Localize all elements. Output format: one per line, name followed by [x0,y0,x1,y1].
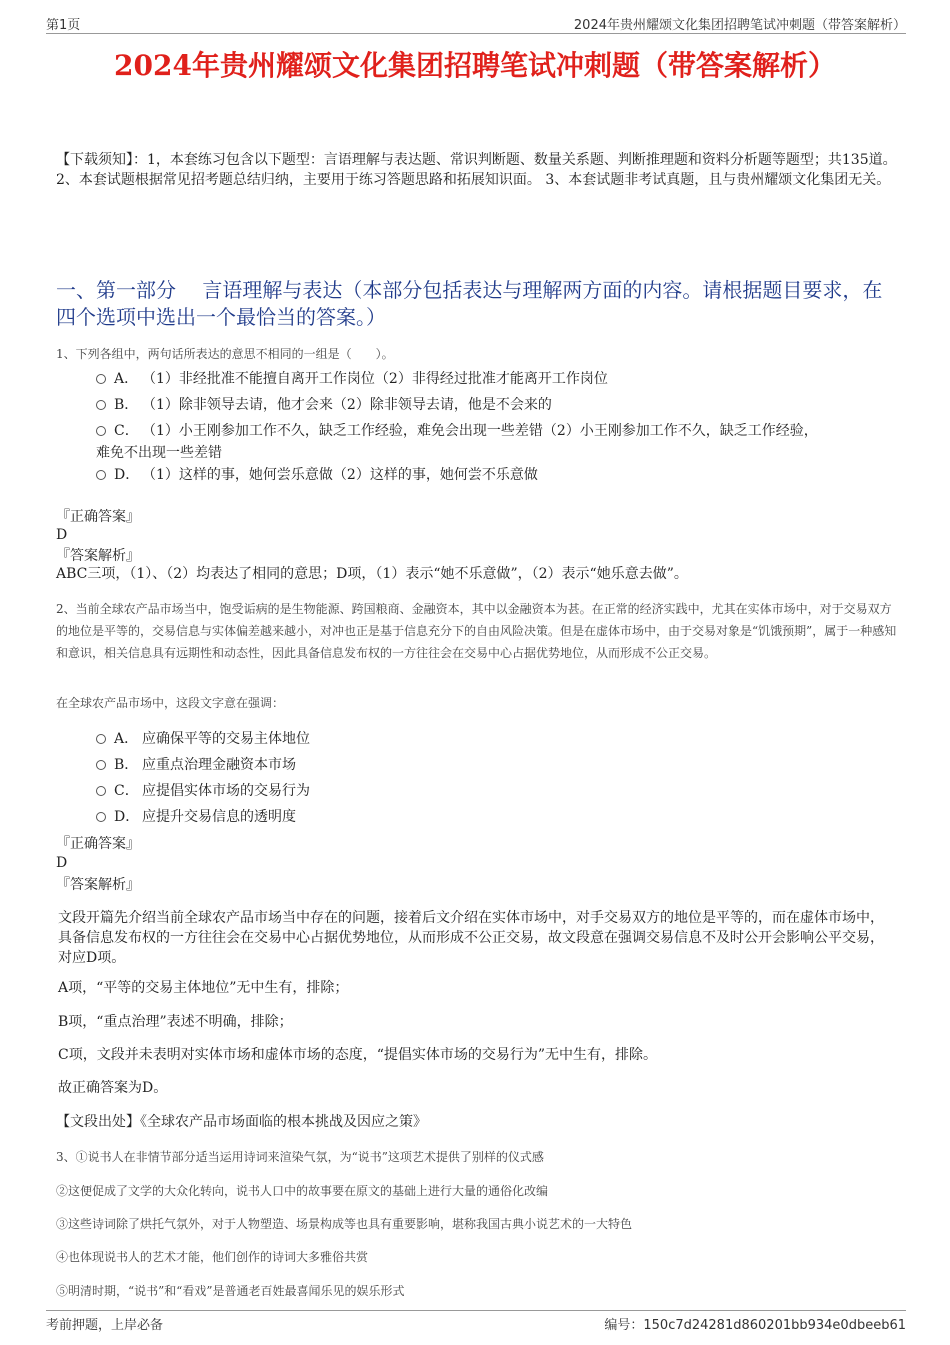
q2-analysis-label: 『答案解析』 [56,877,140,893]
download-notice: 【下载须知】：1，本套练习包含以下题型：言语理解与表达题、常识判断题、数量关系题、判断推理题和资料分析题等题型；共135道。 2、本套试题根据常见招考题总结归纳，主要用于练习答题思路和拓展知识面。 3、本套试题非考试真题，且与贵州耀颂文化集团无关。 [56,152,897,188]
radio-icon[interactable] [96,470,106,480]
option-text: （1）这样的事，她何尝乐意做（2）这样的事，她何尝不乐意做 [142,467,538,483]
footer-code [604,1314,906,1333]
q3-sentence-3: ③这些诗词除了烘托气氛外，对于人物塑造、场景构成等也具有重要影响，堪称我国古典小说艺术的一大特色 [56,1217,633,1231]
q2-note-b: B项，“重点治理”表述不明确，排除； [58,1014,293,1030]
q3-sentence-5: ⑤明清时期，“说书”和“看戏”是普通老百姓最喜闻乐见的娱乐形式 [56,1284,405,1298]
q1-option-d[interactable] [96,465,906,485]
q1-answer-label: 『正确答案』 [56,509,140,525]
q1-analysis: ABC三项，（1）、（2）均表达了相同的意思；D项，（1）表示“她不乐意做”，（2）表示“她乐意去做”。 [56,566,688,582]
page-title: 2024年贵州耀颂文化集团招聘笔试冲刺题（带答案解析） [114,49,836,82]
option-label: D． [114,809,140,825]
header-doc-title: 2024年贵州耀颂文化集团招聘笔试冲刺题（带答案解析） [573,18,906,33]
option-text: （1）除非领导去请，他才会来（2）除非领导去请，他是不会来的 [142,397,552,413]
q1-option-c-continued: 难免不出现一些差错 [96,445,222,461]
footer-code-value: 150c7d24281d860201bb934e0dbeeb61 [643,1318,906,1333]
q1-analysis-label: 『答案解析』 [56,548,140,564]
radio-icon[interactable] [96,374,106,384]
q2-answer: D [56,855,68,871]
q2-option-b[interactable] [96,755,906,775]
radio-icon[interactable] [96,786,106,796]
q2-note-a: A项，“平等的交易主体地位”无中生有，排除； [58,980,349,996]
option-text: 应重点治理金融资本市场 [142,757,296,773]
question-2-prompt: 在全球农产品市场中，这段文字意在强调： [56,696,285,710]
footer-divider [46,1310,906,1311]
option-label: A． [114,371,139,387]
radio-icon[interactable] [96,400,106,410]
q1-option-a[interactable] [96,369,906,389]
option-text: 应确保平等的交易主体地位 [142,731,310,747]
footer-code-label: 编号： [604,1318,644,1333]
q2-note-c: C项，文段并未表明对实体市场和虚体市场的态度，“提倡实体市场的交易行为”无中生有，排除。 [58,1047,658,1063]
section-heading: 一、第一部分 言语理解与表达（本部分包括表达与理解两方面的内容。请根据题目要求，在四个选项中选出一个最恰当的答案。） [56,278,883,329]
option-label: B． [114,397,139,413]
q3-sentence-4: ④也体现说书人的艺术才能，他们创作的诗词大多雅俗共赏 [56,1250,369,1264]
header-divider [46,33,906,34]
q2-conclusion: 故正确答案为D。 [58,1080,168,1096]
option-label: B． [114,757,139,773]
option-text: （1）非经批准不能擅自离开工作岗位（2）非得经过批准才能离开工作岗位 [142,371,608,387]
option-label: D． [114,467,140,483]
question-2-stem: 2、当前全球农产品市场当中，饱受诟病的是生物能源、跨国粮商、金融资本，其中以金融资本为甚。在正常的经济实践中，尤其在实体市场中，对于交易双方的地位是平等的，交易信息与实体偏差越来越小，对冲也正是基于信息充分下的自由风险决策。但是在虚体市场中，由于交易对象是“饥饿预期”，属于一种感知和意识，相关信息具有远期性和动态性，因此具备信息发布权的一方往往会在交易中心占据优势地位，从而形成不公正交易。 [56,602,897,660]
q2-answer-label: 『正确答案』 [56,836,140,852]
q3-sentence-2: ②这便促成了文学的大众化转向，说书人口中的故事要在原文的基础上进行大量的通俗化改编 [56,1184,549,1198]
q1-answer: D [56,527,68,543]
footer-slogan: 考前押题，上岸必备 [46,1318,164,1333]
option-text: 应提升交易信息的透明度 [142,809,296,825]
radio-icon[interactable] [96,734,106,744]
option-label: C． [114,423,139,439]
page-number: 第1页 [46,18,81,33]
q2-analysis: 文段开篇先介绍当前全球农产品市场当中存在的问题，接着后文介绍在实体市场中，对手交易双方的地位是平等的，而在虚体市场中，具备信息发布权的一方往往会在交易中心占据优势地位，从而形成不公正交易，故文段意在强调交易信息不及时公开会影响公平交易，对应D项。 [58,910,884,966]
option-text: 应提倡实体市场的交易行为 [142,783,310,799]
q2-option-a[interactable] [96,729,906,749]
radio-icon[interactable] [96,812,106,822]
option-label: C． [114,783,139,799]
option-text: （1）小王刚参加工作不久，缺乏工作经验，难免会出现一些差错（2）小王刚参加工作不久，缺乏工作经验， [142,423,818,439]
q2-option-c[interactable] [96,781,906,801]
q1-option-c[interactable] [96,421,906,441]
question-1-stem: 1、下列各组中，两句话所表达的意思不相同的一组是（ ）。 [56,347,394,361]
option-label: A． [114,731,139,747]
q2-option-d[interactable] [96,807,906,827]
radio-icon[interactable] [96,760,106,770]
radio-icon[interactable] [96,426,106,436]
q3-sentence-1: 3、①说书人在非情节部分适当运用诗词来渲染气氛，为“说书”这项艺术提供了别样的仪式感 [56,1150,544,1164]
q1-option-b[interactable] [96,395,906,415]
q2-source: 【文段出处】《全球农产品市场面临的根本挑战及因应之策》 [56,1114,427,1130]
